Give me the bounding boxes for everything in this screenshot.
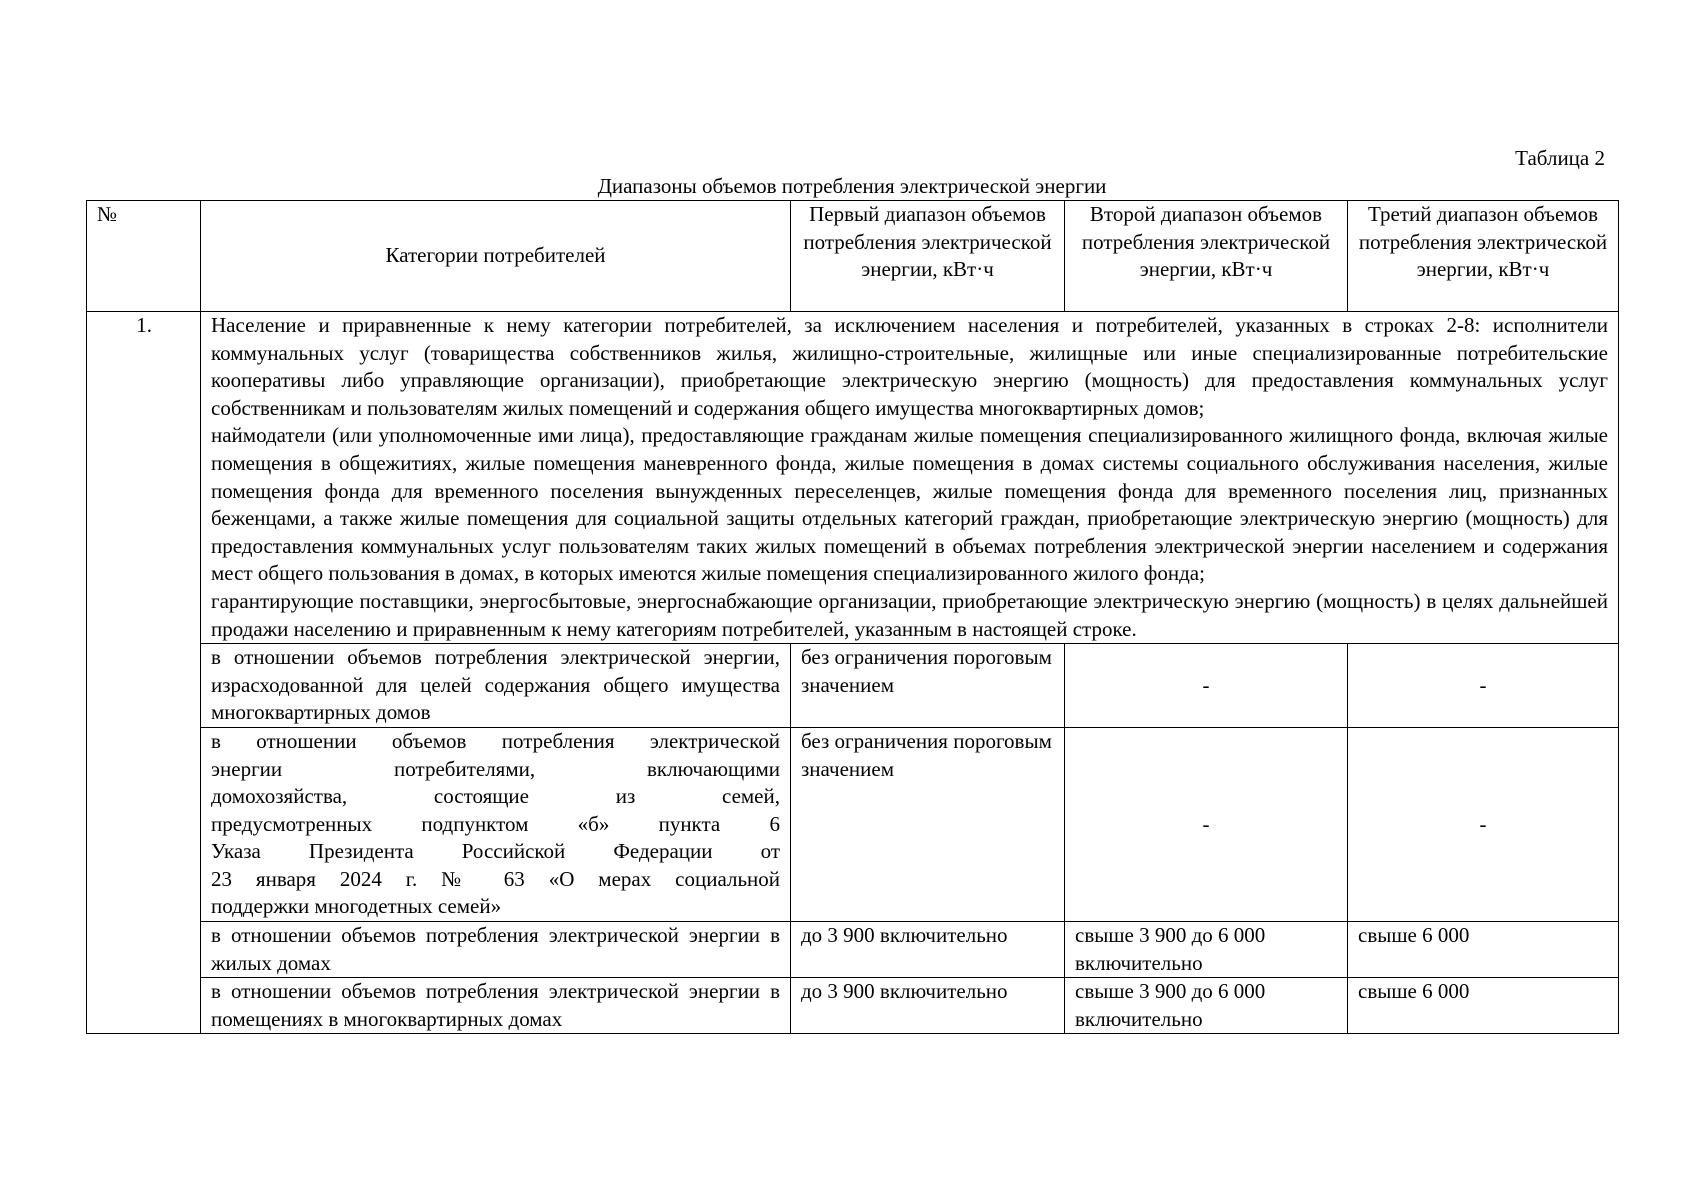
header-num: № bbox=[87, 201, 201, 312]
section-paragraph: наймодатели (или уполномоченные ими лица), предоставляющие гражданам жилые помещения специализированного жилищного фонда, включая жилые помещения в общежитиях, жилые помещения маневренного фонда, жилые помещения в домах системы социального обслуживания населения, жилые помещения фонда для временного поселения вынужденных переселенцев, жилые помещения фонда для временного поселения лиц, признанных беженцами, а также жилые помещения для социальной защиты отдельных категорий граждан, приобретающие электрическую энергию (мощность) для предоставления коммунальных услуг пользователям таких жилых помещений в объемах потребления электрической энергии населением и содержания мест общего пользования в домах, в которых имеются жилые помещения специализированного жилого фонда; bbox=[211, 423, 1608, 586]
table-row bbox=[87, 978, 1619, 1034]
row-range-1: без ограничения пороговым значением bbox=[791, 727, 1065, 921]
table-header-row bbox=[87, 201, 1619, 312]
table-title: Диапазоны объемов потребления электрической энергии bbox=[597, 174, 1107, 198]
row-category-line: домохозяйства, состоящие из семей, bbox=[211, 784, 780, 809]
header-range-3: Третий диапазон объемов потребления электрической энергии, кВт·ч bbox=[1348, 201, 1619, 312]
row-range-3: - bbox=[1348, 644, 1619, 728]
section-description bbox=[201, 312, 1619, 644]
row-range-2: свыше 3 900 до 6 000 включительно bbox=[1065, 978, 1348, 1034]
row-range-2: - bbox=[1065, 644, 1348, 728]
row-category-line: энергии потребителями, включающими bbox=[211, 756, 780, 781]
header-range-1: Первый диапазон объемов потребления электрической энергии, кВт·ч bbox=[791, 201, 1065, 312]
section-paragraph: Население и приравненные к нему категории потребителей, за исключением населения и потребителей, указанных в строках 2-8: исполнители коммунальных услуг (товарищества собственников жилья, жилищно-строительные, жилищные или иные специализированные потребительские кооперативы либо управляющие организации), приобретающие электрическую энергию (мощность) для предоставления коммунальных услуг собственникам и пользователям жилых помещений и содержания общего имущества многоквартирных домов; bbox=[211, 313, 1608, 420]
row-range-1: без ограничения пороговым значением bbox=[791, 644, 1065, 728]
row-category: в отношении объемов потребления электрической энергии в жилых домах bbox=[201, 922, 791, 978]
row-category bbox=[201, 727, 791, 921]
row-range-3: свыше 6 000 bbox=[1348, 922, 1619, 978]
row-category-line: предусмотренных подпунктом «б» пункта 6 bbox=[211, 811, 780, 836]
row-range-1: до 3 900 включительно bbox=[791, 922, 1065, 978]
row-range-2: свыше 3 900 до 6 000 включительно bbox=[1065, 922, 1348, 978]
section-row bbox=[87, 312, 1619, 644]
row-category: в отношении объемов потребления электрической энергии в помещениях в многоквартирных домах bbox=[201, 978, 791, 1034]
header-range-2: Второй диапазон объемов потребления электрической энергии, кВт·ч bbox=[1065, 201, 1348, 312]
row-range-3: - bbox=[1348, 727, 1619, 921]
row-category-line: 23 января 2024 г. № 63 «О мерах социальной bbox=[211, 866, 780, 891]
row-category: в отношении объемов потребления электрической энергии, израсходованной для целей содержания общего имущества многоквартирных домов bbox=[201, 644, 791, 728]
row-category-line: Указа Президента Российской Федерации от bbox=[211, 839, 780, 864]
row-range-3: свыше 6 000 bbox=[1348, 978, 1619, 1034]
table-number: Таблица 2 bbox=[1515, 146, 1605, 170]
row-category-line: поддержки многодетных семей» bbox=[211, 894, 502, 919]
header-category: Категории потребителей bbox=[201, 201, 791, 312]
row-category-line: в отношении объемов потребления электрической bbox=[211, 728, 780, 753]
table-row bbox=[87, 644, 1619, 728]
consumption-ranges-table bbox=[86, 200, 1619, 1034]
section-num: 1. bbox=[87, 312, 201, 1034]
table-row bbox=[87, 922, 1619, 978]
table-row bbox=[87, 727, 1619, 921]
row-range-1: до 3 900 включительно bbox=[791, 978, 1065, 1034]
row-range-2: - bbox=[1065, 727, 1348, 921]
section-paragraph: гарантирующие поставщики, энергосбытовые, энергоснабжающие организации, приобретающие электрическую энергию (мощность) в целях дальнейшей продажи населению и приравненным к нему категориям потребителей, указанным в настоящей строке. bbox=[211, 588, 1608, 641]
